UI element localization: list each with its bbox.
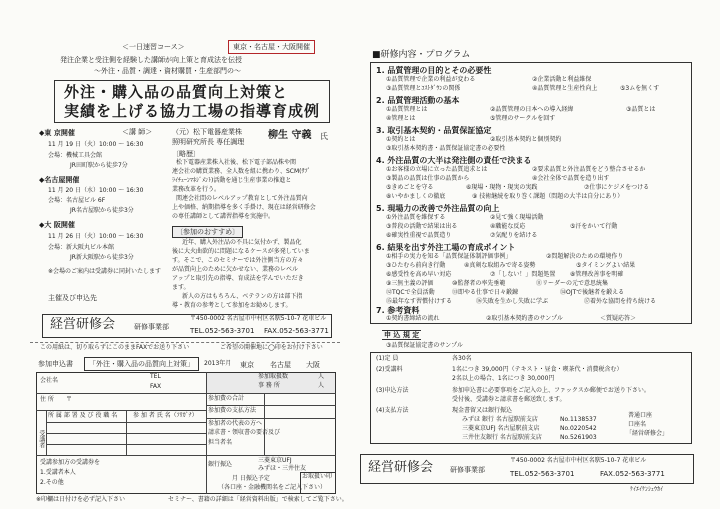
instructor-affiliation-1: （元）松下電器産業株 [172, 128, 242, 136]
payment-label: 受講参加方の受講券を [40, 459, 101, 466]
form-course: 「外注・購入品の品質向上対策」 [84, 357, 199, 371]
organizer-label: 主催及び申込先 [48, 294, 97, 302]
org-address: 〒450-0002 名古屋市中村区名駅5-10-7 花車ビル [190, 315, 327, 322]
company-label: 会社名 [40, 377, 59, 384]
date: 11 月 26 日（火）10:00 ～ 16:30 [48, 233, 144, 240]
recommend-heading: 〔参加のおすすめ〕 [172, 226, 243, 238]
title-line-1: 外注・購入品の品質向上対策と [64, 83, 289, 101]
city-label: ◆名古屋開催 [39, 176, 80, 184]
fax-label: FAX [150, 383, 162, 390]
payment-option-1[interactable]: 1.受講者本人 [40, 469, 76, 476]
fee-method-label: 参加費の支払方法 [208, 407, 257, 414]
instructor-honorific: 氏 [320, 132, 328, 141]
venue: 会場：新大阪丸ビル本館 [48, 244, 115, 251]
instructor-label: ＜講 師＞ [122, 128, 153, 136]
office-label: 事 務 所 [258, 382, 280, 389]
schedule-note: ※会場のご案内は受講券に同封いたします [48, 268, 162, 275]
title-line-2: 実績を上げる協力工場の指導育成例 [64, 102, 321, 120]
section-6-title: 6. 結果を出す外注工場の育成ポイント [376, 243, 516, 252]
org-fax: FAX.052-563-3771 [600, 470, 665, 478]
bank-line-2: 三菱東京UFJ 名古屋駅前支店 [462, 425, 540, 432]
form-year: 2013年月 [204, 360, 232, 367]
bank-line-1: みずほ 銀行 名古屋駅前支店 [462, 416, 538, 423]
bottom-note-1: セミナー、書籍の詳細は「経営資料出版」で検索してご覧下さい。 [168, 496, 348, 503]
tel-label: TEL [150, 373, 161, 380]
org-name: 経営研修会 [368, 460, 434, 475]
contact-label: 担当者名 [208, 439, 233, 446]
org-tel: TEL.052-563-3701 [190, 327, 255, 335]
cut-line [30, 342, 340, 343]
payment-option-2[interactable]: 2.その他 [40, 479, 64, 486]
apply-heading: 申 込 規 定 [384, 331, 420, 339]
bank-2[interactable]: みずほ・三井住友 [258, 465, 307, 472]
stamp-note: ※印欄は日付けを必ず記入下さい [36, 496, 126, 503]
bottom-note-2: お取扱い印 [302, 473, 333, 480]
bank-date: 月 日振込予定 [232, 475, 270, 482]
venue: 会場：機械工具会館 [48, 152, 103, 159]
section-3-title: 3. 取引基本契約・品質保証協定 [376, 126, 492, 135]
address-mark: 〒 [66, 396, 73, 403]
career-heading: 〔略歴〕 [172, 150, 200, 158]
account-kana: ｹｲｴｲｹﾝｼｭｳｶｲ [630, 486, 664, 493]
subtitle-1: 発注企業と受注側を経験した講師が向上策と育成法を伝授 [60, 56, 242, 64]
org-address: 〒450-0002 名古屋市中村区名駅5-10-7 花車ビル [510, 457, 647, 464]
attendee-count-label: 参加取扱数 [258, 373, 289, 380]
address-label: 住 所 [40, 396, 54, 403]
org-dept: 研修事業部 [134, 323, 169, 331]
org-dept: 研修事業部 [450, 466, 485, 474]
cut-note-1: この用紙は、切り取らずにこのままFAXでお送り下さい [40, 344, 190, 351]
attendee-dept-header: 所 属 部 署 及 び 役 職 名 [48, 412, 118, 419]
access: JR名古屋駅から徒歩3分 [70, 207, 134, 214]
date: 11 月 19 日（火）10:00 ～ 16:30 [48, 141, 144, 148]
course-type: ＜一日速習コース＞ [122, 43, 185, 51]
instructor-affiliation-2: 照明研究所長 専任調理 [172, 138, 245, 146]
city-label: ◆東 京開催 [39, 129, 75, 137]
section-1-title: 1. 品質管理の目的とその必要性 [376, 66, 492, 75]
attendee-side: 受講者 [37, 430, 45, 448]
access: JR田町駅から徒歩7分 [70, 162, 128, 169]
bank-note: （各口座・金融機関名をご記入下さい） [218, 484, 327, 491]
program-heading: ■研修内容・プログラム [372, 50, 471, 60]
bank-1[interactable]: 三菱東京UFJ [258, 457, 292, 464]
bank-line-3: 三井住友銀行 名古屋駅前支店 [462, 434, 542, 441]
city-option-osaka[interactable]: 大阪 [306, 361, 320, 369]
invoice-label: 請求書・領収書の要否及び [208, 429, 281, 436]
city-label: ◆大 阪開催 [39, 221, 75, 229]
rep-label: 参加者の代表の方へ [208, 420, 263, 427]
section-2-title: 2. 品質管理活動の基本 [376, 96, 460, 105]
form-label: 参加申込書 [38, 360, 73, 368]
instructor-name: 柳生 守義 [268, 130, 312, 141]
office-unit: 人 [318, 382, 325, 389]
bank-label: 銀行振込 [208, 461, 233, 468]
org-name: 経営研修会 [50, 317, 116, 332]
cut-note-2: ご希望の開催地に◯印をお付け下さい [220, 344, 323, 351]
org-fax: FAX.052-563-3771 [264, 327, 329, 335]
venue: 会場：名古屋ビル 6F [48, 197, 106, 204]
section-4-title: 4. 外注品質の大半は発注側の責任で決まる [376, 156, 532, 165]
section-7-item-3: ③品質保証協定書のサンプル [386, 342, 463, 349]
section-5-title: 5. 現場力の改善で外注品質の向上 [376, 204, 500, 213]
org-tel: TEL.052-563-3701 [510, 470, 575, 478]
city-option-tokyo[interactable]: 東京 [240, 361, 254, 369]
date: 11 月 20 日（水）10:00 ～ 16:30 [48, 187, 144, 194]
section-7-title: 7. 参考資料 [376, 306, 420, 315]
locations-badge: 東京・名古屋・大阪開催 [228, 40, 315, 54]
attendee-name-header: 参 加 者 氏 名（ﾌﾘｶﾞﾅ） [133, 412, 198, 419]
subtitle-2: ～外注・品質・調達・資材購買・生産部門の～ [94, 67, 241, 75]
access: JR新大阪駅から徒歩3分 [70, 254, 134, 261]
attendee-count-unit: 人 [318, 373, 325, 380]
fee-total-label: 参加費の合計 [208, 395, 245, 402]
city-option-nagoya[interactable]: 名古屋 [270, 361, 291, 369]
